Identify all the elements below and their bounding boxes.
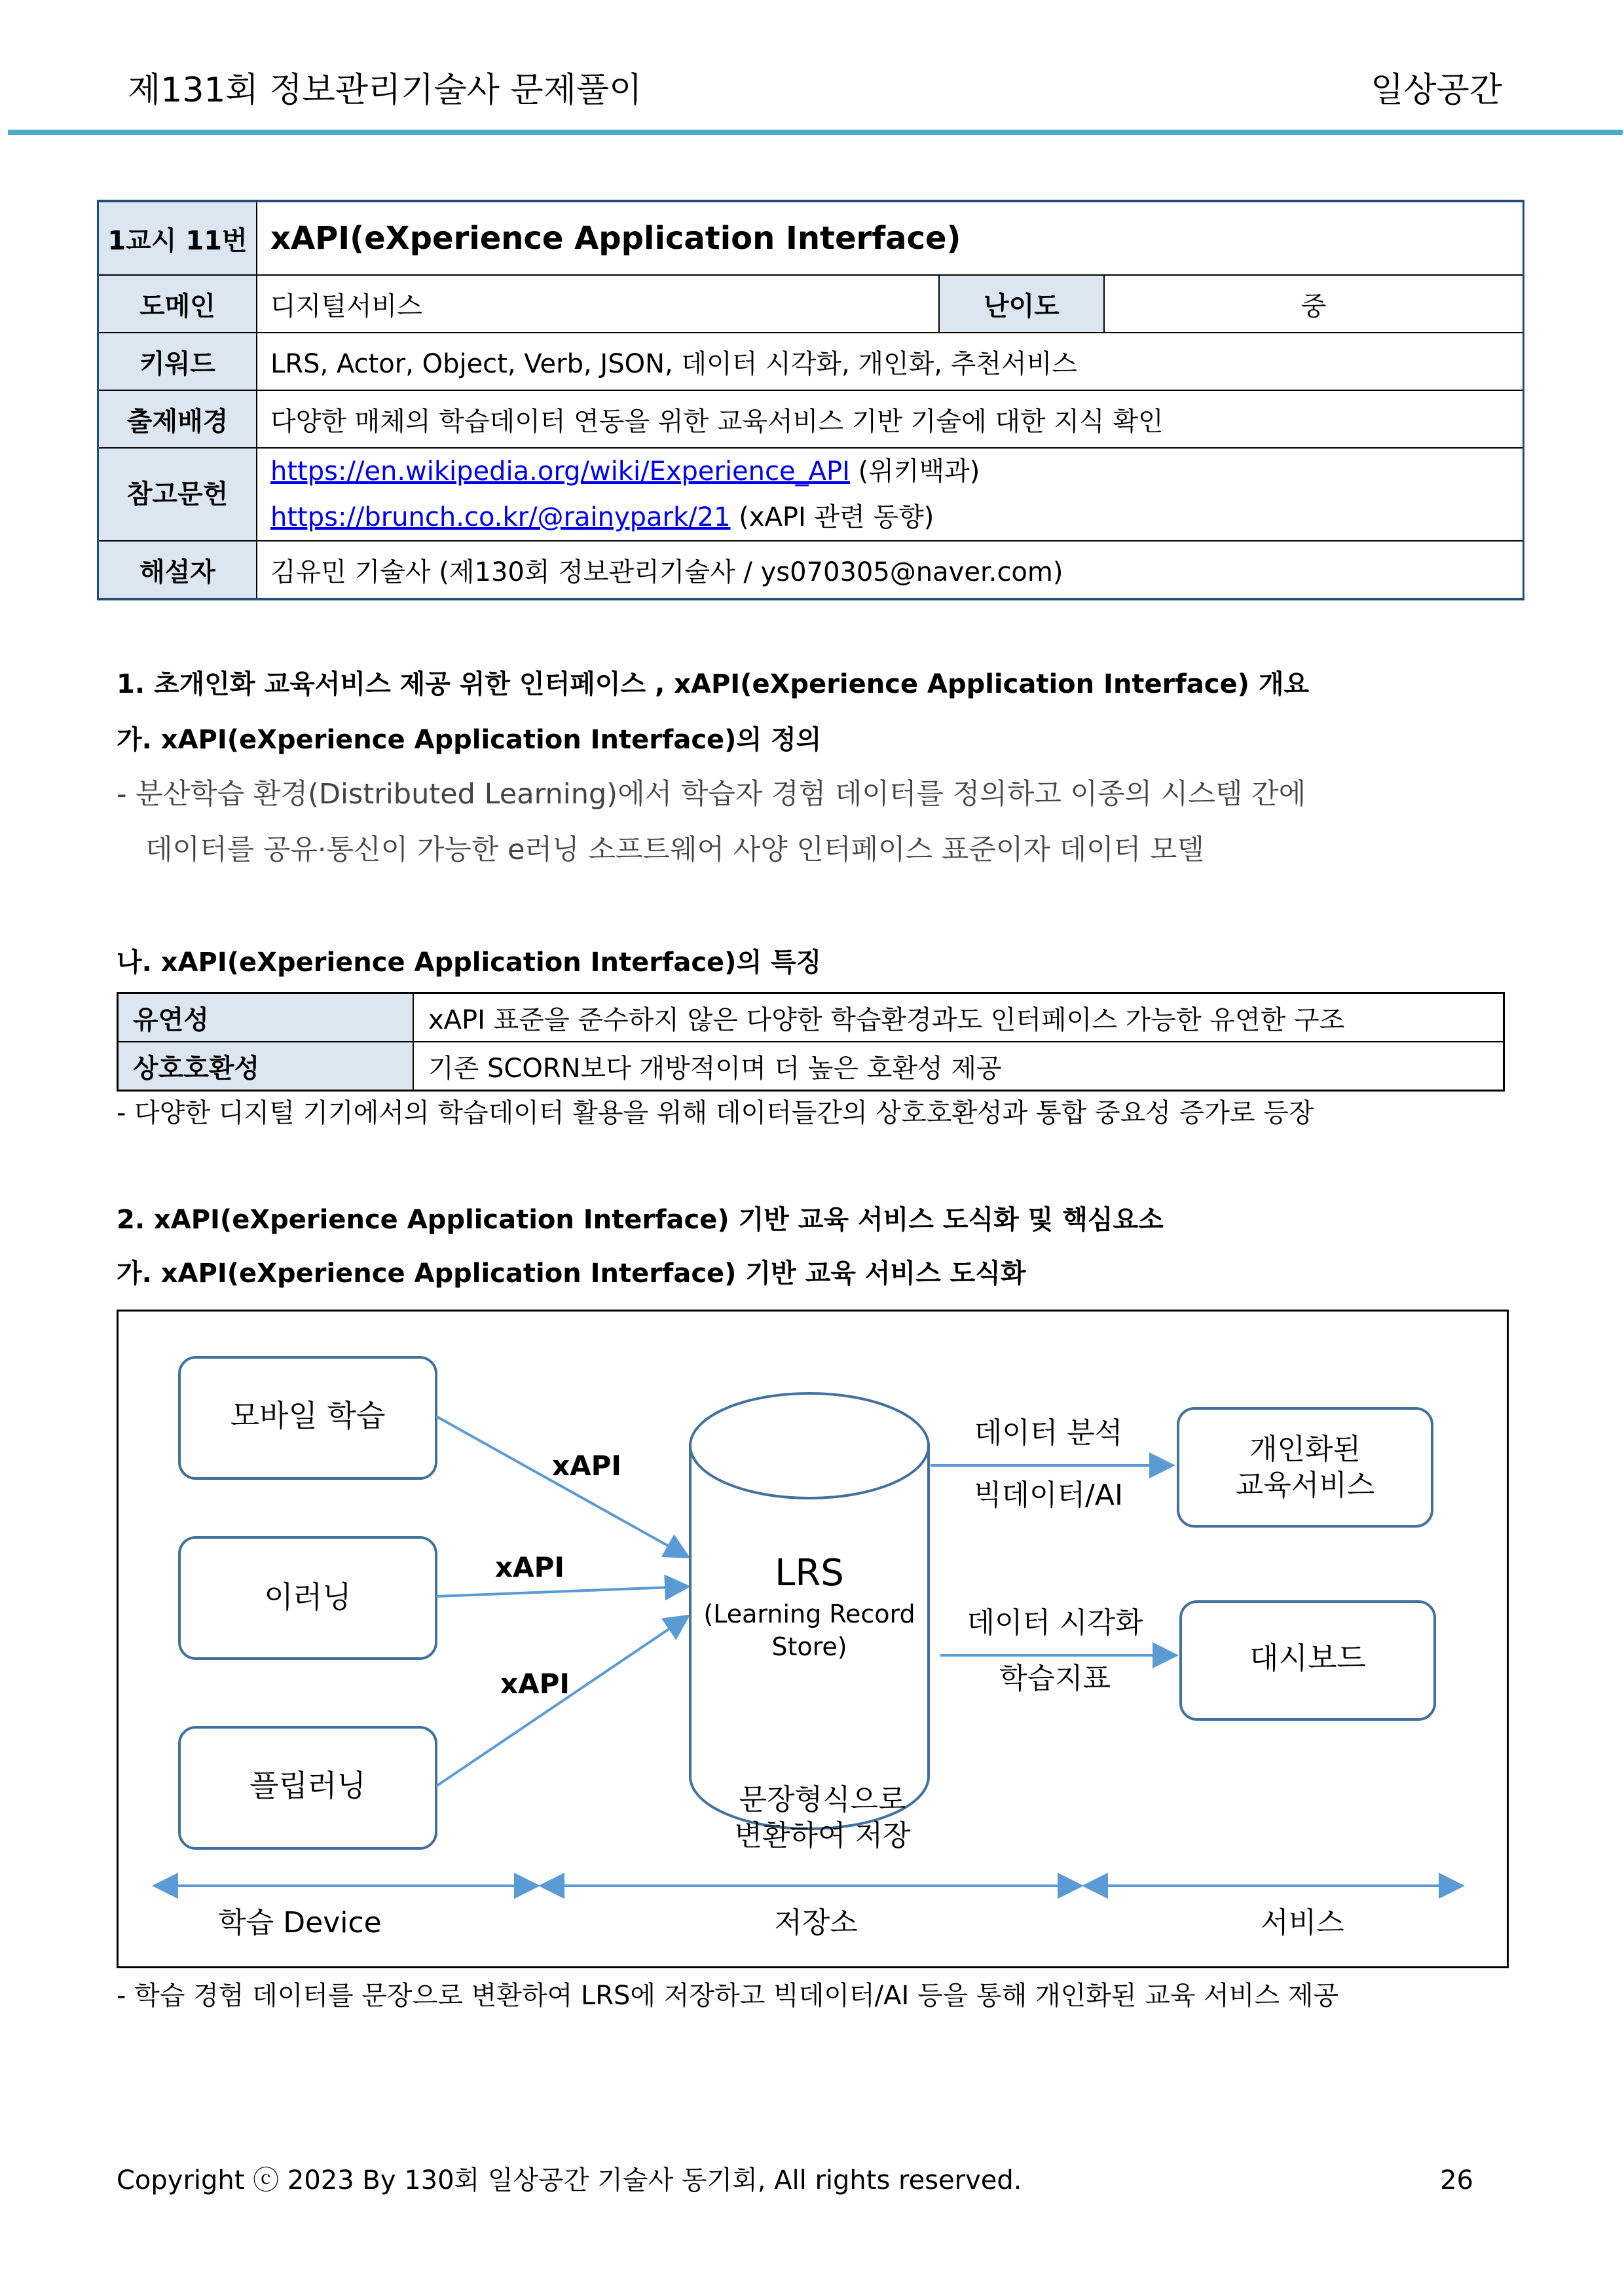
references-value bbox=[257, 448, 1524, 541]
zone-label-device: 학습 Device bbox=[218, 1906, 382, 1939]
section1-sub-b: 나. xAPI(eXperience Application Interface)의 특징 bbox=[117, 947, 822, 978]
header-divider bbox=[8, 130, 1623, 135]
xapi-diagram-svg bbox=[119, 1312, 1507, 1966]
analysis-label-top: 데이터 분석 bbox=[974, 1416, 1123, 1450]
domain-value: 디지털서비스 bbox=[257, 275, 939, 333]
page-number: 26 bbox=[1440, 2165, 1473, 2195]
background-label: 출제배경 bbox=[98, 390, 257, 448]
brand-name: 일상공간 bbox=[1371, 71, 1502, 110]
xapi-label-1: xAPI bbox=[551, 1450, 622, 1482]
lrs-title: LRS bbox=[775, 1552, 844, 1594]
service-label-dashboard: 대시보드 bbox=[1249, 1640, 1366, 1676]
references-label: 참고문헌 bbox=[98, 448, 257, 541]
xapi-label-2: xAPI bbox=[494, 1551, 565, 1583]
author-label: 해설자 bbox=[98, 541, 257, 599]
reference-link-wikipedia[interactable]: https://en.wikipedia.org/wiki/Experience_API bbox=[270, 456, 850, 487]
difficulty-value: 중 bbox=[1104, 275, 1524, 333]
section2-note: - 학습 경험 데이터를 문장으로 변환하여 LRS에 저장하고 빅데이터/AI 등을 통해 개인화된 교육 서비스 제공 bbox=[117, 1981, 1339, 2011]
domain-label: 도메인 bbox=[98, 275, 257, 333]
difficulty-label: 난이도 bbox=[939, 275, 1104, 333]
document-title: 제131회 정보관리기술사 문제풀이 bbox=[128, 71, 642, 110]
features-table bbox=[117, 992, 1505, 1092]
zone-label-service: 서비스 bbox=[1261, 1906, 1344, 1939]
keywords-label: 키워드 bbox=[98, 333, 257, 390]
section1-sub-a: 가. xAPI(eXperience Application Interface)의 정의 bbox=[117, 725, 822, 755]
reference-link-brunch[interactable]: https://brunch.co.kr/@rainypark/21 bbox=[270, 502, 731, 532]
xapi-arrow-mobile bbox=[436, 1416, 688, 1557]
xapi-label-3: xAPI bbox=[500, 1668, 570, 1700]
section1-note: - 다양한 디지털 기기에서의 학습데이터 활용을 위해 데이터들간의 상호호환성과 통합 중요성 증가로 등장 bbox=[117, 1098, 1314, 1128]
reference-note-2: (xAPI 관련 동향) bbox=[730, 502, 934, 532]
device-label-elearning: 이러닝 bbox=[264, 1579, 352, 1615]
xapi-arrow-flipped bbox=[436, 1616, 688, 1786]
author-value: 김유민 기술사 (제130회 정보관리기술사 / ys070305@naver.com) bbox=[257, 541, 1524, 599]
zone-label-storage: 저장소 bbox=[774, 1906, 858, 1939]
section2-sub-a: 가. xAPI(eXperience Application Interface) 기반 교육 서비스 도식화 bbox=[117, 1258, 1026, 1289]
analysis-label-bottom: 빅데이터/AI bbox=[974, 1478, 1123, 1512]
definition-line-2: 데이터를 공유·통신이 가능한 e러닝 소프트웨어 사양 인터페이스 표준이자 데이터 모델 bbox=[145, 834, 1204, 866]
service-label-1b: 교육서비스 bbox=[1235, 1469, 1375, 1502]
definition-line-1: - 분산학습 환경(Distributed Learning)에서 학습자 경험 데이터를 정의하고 이종의 시스템 간에 bbox=[117, 778, 1306, 811]
lrs-subtitle-1: (Learning Record bbox=[703, 1600, 915, 1628]
visualization-label-bottom: 학습지표 bbox=[999, 1662, 1111, 1695]
section2-heading: 2. xAPI(eXperience Application Interface) 기반 교육 서비스 도식화 및 핵심요소 bbox=[117, 1205, 1164, 1235]
lrs-subtitle-2: Store) bbox=[771, 1632, 847, 1661]
lrs-note-2: 변환하여 저장 bbox=[734, 1819, 911, 1852]
service-box-personalized bbox=[1178, 1408, 1432, 1526]
feature-desc: 기존 SCORN보다 개방적이며 더 높은 호환성 제공 bbox=[413, 1042, 1504, 1091]
copyright-text: Copyright ⓒ 2023 By 130회 일상공간 기술사 동기회, All rights reserved. bbox=[117, 2165, 1022, 2195]
background-value: 다양한 매체의 학습데이터 연동을 위한 교육서비스 기반 기술에 대한 지식 확인 bbox=[257, 390, 1524, 448]
lrs-note-1: 문장형식으로 bbox=[739, 1783, 906, 1816]
section1-heading: 1. 초개인화 교육서비스 제공 위한 인터페이스 , xAPI(eXperience Application Interface) 개요 bbox=[117, 669, 1310, 699]
device-label-flipped: 플립러닝 bbox=[249, 1768, 366, 1803]
visualization-label-top: 데이터 시각화 bbox=[967, 1606, 1143, 1640]
xapi-arrow-elearning bbox=[436, 1587, 688, 1596]
topic-title: xAPI(eXperience Application Interface) bbox=[257, 201, 1524, 275]
question-info-table bbox=[97, 200, 1524, 600]
keywords-value: LRS, Actor, Object, Verb, JSON, 데이터 시각화, 개인화, 추천서비스 bbox=[257, 333, 1524, 390]
feature-desc: xAPI 표준을 준수하지 않은 다양한 학습환경과도 인터페이스 가능한 유연한 구조 bbox=[413, 993, 1504, 1042]
feature-name: 상호호환성 bbox=[118, 1042, 414, 1091]
feature-name: 유연성 bbox=[118, 993, 414, 1042]
reference-note-1: (위키백과) bbox=[849, 456, 980, 487]
service-label-1a: 개인화된 bbox=[1249, 1433, 1361, 1466]
xapi-diagram bbox=[117, 1310, 1509, 1968]
session-label: 1교시 11번 bbox=[98, 201, 257, 275]
device-label-mobile: 모바일 학습 bbox=[230, 1398, 386, 1433]
